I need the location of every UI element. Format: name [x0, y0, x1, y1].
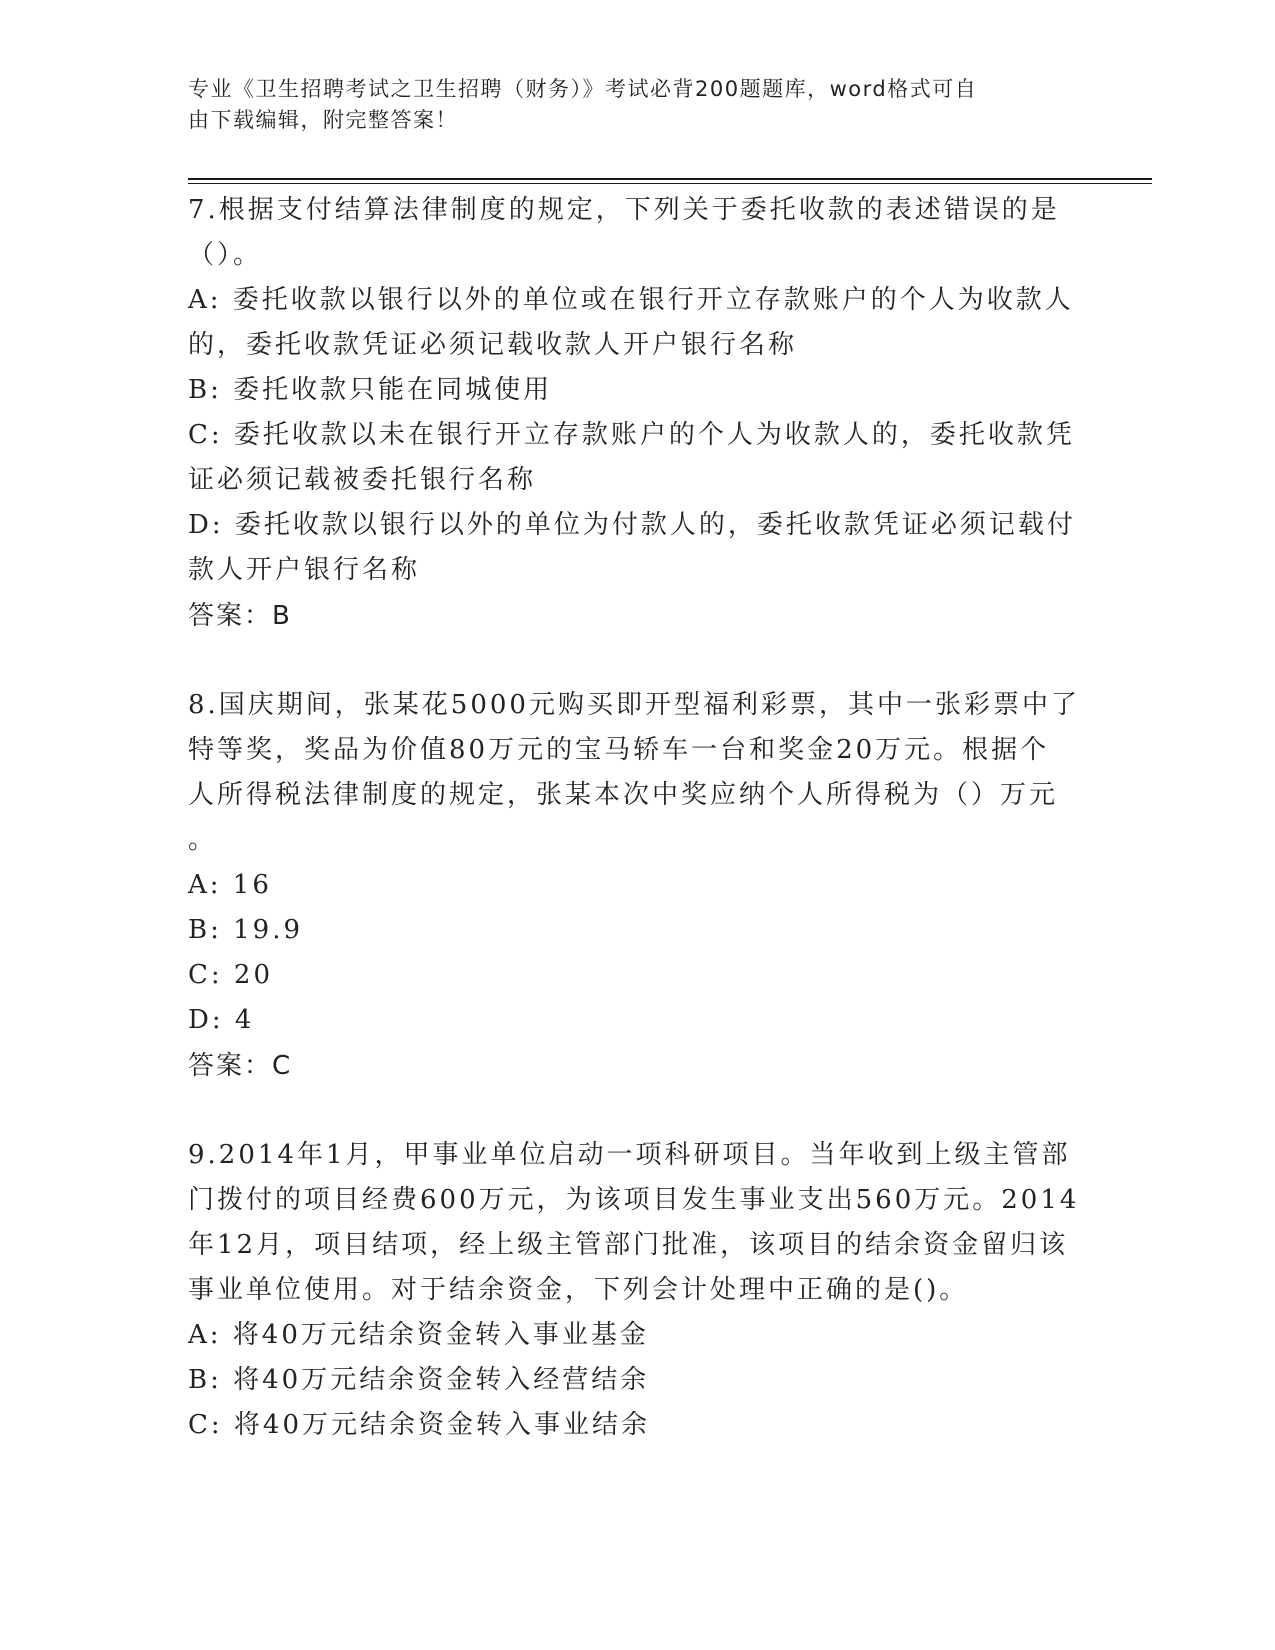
option-d-line: D: 委托收款以银行以外的单位为付款人的，委托收款凭证必须记载付 [188, 510, 1076, 540]
question-list [188, 188, 1088, 1448]
question-text-line: 7.根据支付结算法律制度的规定，下列关于委托收款的表述错误的是 [188, 195, 1060, 225]
question-7 [188, 188, 1088, 639]
option-b-line: B: 19.9 [188, 915, 304, 945]
document-header [188, 74, 1068, 136]
question-text-line: 8.国庆期间，张某花5000元购买即开型福利彩票，其中一张彩票中了 [188, 690, 1080, 720]
option-a-line: A: 委托收款以银行以外的单位或在银行开立存款账户的个人为收款人 [188, 285, 1074, 315]
question-spacer [188, 1089, 1088, 1133]
question-text-line: 特等奖，奖品为价值80万元的宝马轿车一台和奖金20万元。根据个 [188, 735, 1050, 765]
question-text-line: 年12月，项目结项，经上级主管部门批准，该项目的结余资金留归该 [188, 1230, 1069, 1260]
option-c-line: 证必须记载被委托银行名称 [188, 465, 537, 495]
option-b-line: B: 将40万元结余资金转入经营结余 [188, 1365, 650, 1395]
question-8 [188, 683, 1088, 1089]
option-d-line: D: 4 [188, 1005, 255, 1035]
question-text-line: （）。 [188, 240, 263, 270]
question-9 [188, 1133, 1088, 1448]
header-rule-thick [188, 178, 1152, 180]
answer-label: 答案：C [188, 1051, 293, 1081]
option-c-line: C: 委托收款以未在银行开立存款账户的个人为收款人的，委托收款凭 [188, 420, 1075, 450]
option-c-line: C: 将40万元结余资金转入事业结余 [188, 1410, 651, 1440]
question-text-line: 事业单位使用。对于结余资金，下列会计处理中正确的是()。 [188, 1275, 969, 1305]
option-d-line: 款人开户银行名称 [188, 555, 421, 585]
answer-label: 答案：B [188, 601, 292, 631]
option-a-line: A: 16 [188, 870, 272, 900]
question-text-line: 门拨付的项目经费600万元，为该项目发生事业支出560万元。2014 [188, 1185, 1080, 1215]
question-spacer [188, 639, 1088, 683]
option-c-line: C: 20 [188, 960, 274, 990]
header-rule-thin [188, 183, 1152, 184]
header-line-2: 由下载编辑，附完整答案！ [188, 108, 458, 132]
question-text-line: 9.2014年1月，甲事业单位启动一项科研项目。当年收到上级主管部 [188, 1140, 1071, 1170]
question-text-line: 。 [188, 825, 218, 855]
header-line-1: 专业《卫生招聘考试之卫生招聘（财务）》考试必背200题题库，word格式可自 [188, 77, 978, 101]
question-text-line: 人所得税法律制度的规定，张某本次中奖应纳个人所得税为（）万元 [188, 780, 1059, 810]
option-a-line: A: 将40万元结余资金转入事业基金 [188, 1320, 649, 1350]
option-b-line: B: 委托收款只能在同城使用 [188, 375, 553, 405]
option-a-line: 的，委托收款凭证必须记载收款人开户银行名称 [188, 330, 798, 360]
